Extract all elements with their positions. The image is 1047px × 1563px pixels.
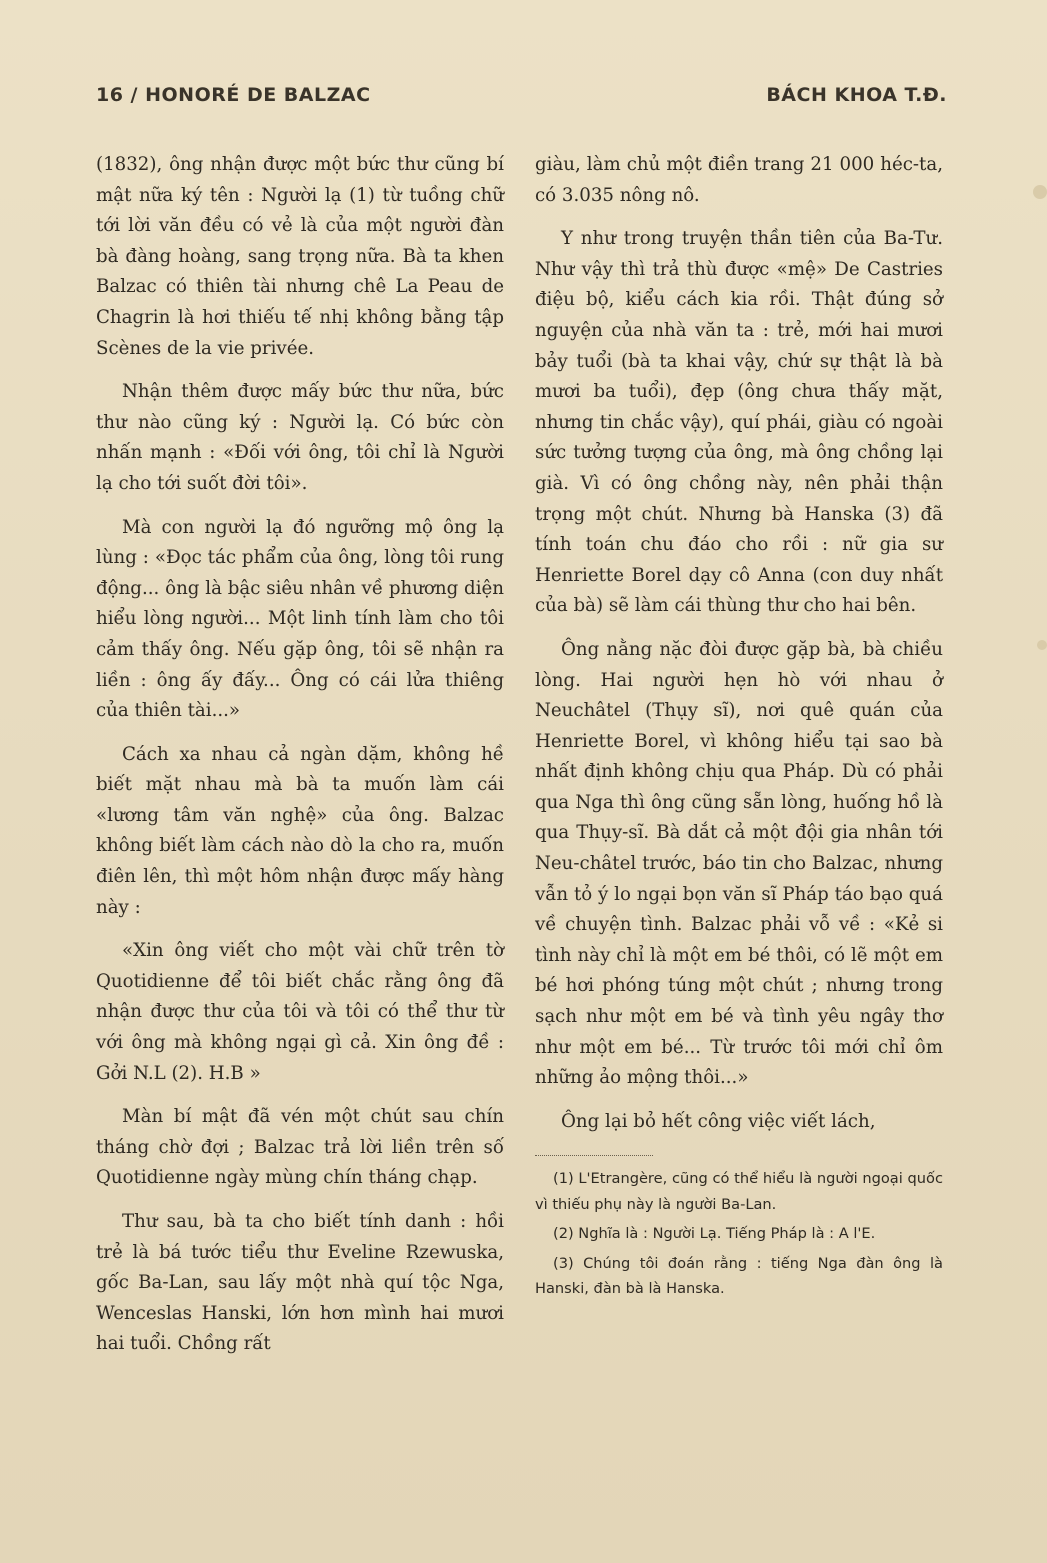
paper-spot: [1033, 185, 1047, 199]
footnotes: [535, 1166, 943, 1302]
paragraph: Nhận thêm được mấy bức thư nữa, bức thư nào cũng ký : Người lạ. Có bức còn nhấn mạnh : «Đối với ông, tôi chỉ là Người lạ cho tới suốt đời tôi».: [96, 381, 504, 494]
header-magazine-title: BÁCH KHOA T.Đ.: [766, 84, 947, 106]
paragraph: Mà con người lạ đó ngưỡng mộ ông lạ lùng : «Đọc tác phẩm của ông, lòng tôi rung động... ông là bậc siêu nhân về phương diện hiểu lòng người... Một linh tính làm cho tôi cảm thấy ông. Nếu gặp ông, tôi sẽ nhận ra liền : ông ấy đấy... Ông có cái lửa thiêng của thiên tài...»: [96, 516, 504, 722]
footnote: (1) L'Etrangère, cũng có thể hiểu là người ngoại quốc vì thiếu phụ này là người Ba-Lan.: [535, 1170, 943, 1213]
left-column: [96, 150, 504, 1373]
footnote: (3) Chúng tôi đoán rằng : tiếng Nga đàn ông là Hanski, đàn bà là Hanska.: [535, 1254, 943, 1298]
header-page-number-title: 16 / HONORÉ DE BALZAC: [96, 84, 371, 106]
paragraph: Màn bí mật đã vén một chút sau chín tháng chờ đợi ; Balzac trả lời liền trên số Quotidienne ngày mùng chín tháng chạp.: [96, 1106, 504, 1189]
paragraph: Ông nằng nặc đòi được gặp bà, bà chiều lòng. Hai người hẹn hò với nhau ở Neuchâtel (Thụy sĩ), nơi quê quán của Henriette Borel, vì không hiểu tại sao bà nhất định không chịu qua Pháp. Dù có phải qua Nga thì ông cũng sẵn lòng, huống hồ là qua Thụy-sĩ. Bà dắt cả một đội gia nhân tới Neu-châtel trước, báo tin cho Balzac, nhưng vẫn tỏ ý lo ngại bọn văn sĩ Pháp táo bạo quá về chuyện tình. Balzac phải vỗ về : «Kẻ si tình này chỉ là một em bé thôi, có lẽ một em bé hơi phóng túng một chút ; nhưng trong sạch như một em bé và tình yêu ngây thơ như một em bé... Từ trước tôi mới chỉ ôm những ảo mộng thôi...»: [535, 638, 943, 1089]
paragraph: (1832), ông nhận được một bức thư cũng bí mật nữa ký tên : Người lạ (1) từ tuồng chữ tới lời văn đều có vẻ là của một người đàn bà đàng hoàng, sang trọng nữa. Bà ta khen Balzac có thiên tài nhưng chê La Peau de Chagrin là hơi thiếu tế nhị không bằng tập Scènes de la vie privée.: [96, 154, 504, 359]
paragraph: Thư sau, bà ta cho biết tính danh : hồi trẻ là bá tước tiểu thư Eveline Rzewuska, gốc Ba-Lan, sau lấy một nhà quí tộc Nga, Wenceslas Hanski, lớn hơn mình hai mươi hai tuổi. Chồng rất: [96, 1211, 504, 1355]
page-header: [96, 84, 947, 114]
paragraph: giàu, làm chủ một điền trang 21 000 héc-ta, có 3.035 nông nô.: [535, 154, 943, 206]
paragraph: Y như trong truyện thần tiên của Ba-Tư. Như vậy thì trả thù được «mệ» De Castries điệu bộ, kiểu cách kia rồi. Thật đúng sở nguyện của nhà văn ta : trẻ, mới hai mươi bảy tuổi (bà ta khai vậy, chứ sự thật là bà mươi ba tuổi), đẹp (ông chưa thấy mặt, nhưng tin chắc vậy), quí phái, giàu có ngoài sức tưởng tượng của ông, mà ông chồng lại già. Vì có ông chồng này, nên phải thận trọng một chút. Nhưng bà Hanska (3) đã tính toán chu đáo cho rồi : nữ gia sư Henriette Borel dạy cô Anna (con duy nhất của bà) sẽ làm cái thùng thư cho hai bên.: [535, 228, 943, 617]
paragraph: «Xin ông viết cho một vài chữ trên tờ Quotidienne để tôi biết chắc rằng ông đã nhận được thư của tôi và tôi có thể thư từ với ông mà không ngại gì cả. Xin ông đề : Gởi N.L (2). H.B »: [96, 940, 504, 1084]
right-column: [535, 150, 943, 1306]
footnote: (2) Nghĩa là : Người Lạ. Tiếng Pháp là : A l'E.: [553, 1225, 876, 1243]
footnote-divider: [535, 1155, 653, 1156]
paragraph: Cách xa nhau cả ngàn dặm, không hề biết mặt nhau mà bà ta muốn làm cái «lương tâm văn nghệ» của ông. Balzac không biết làm cách nào dò la cho ra, muốn điên lên, thì một hôm nhận được mấy hàng này :: [96, 743, 504, 918]
paper-spot: [1037, 640, 1047, 650]
paragraph: Ông lại bỏ hết công việc viết lách,: [561, 1110, 876, 1132]
